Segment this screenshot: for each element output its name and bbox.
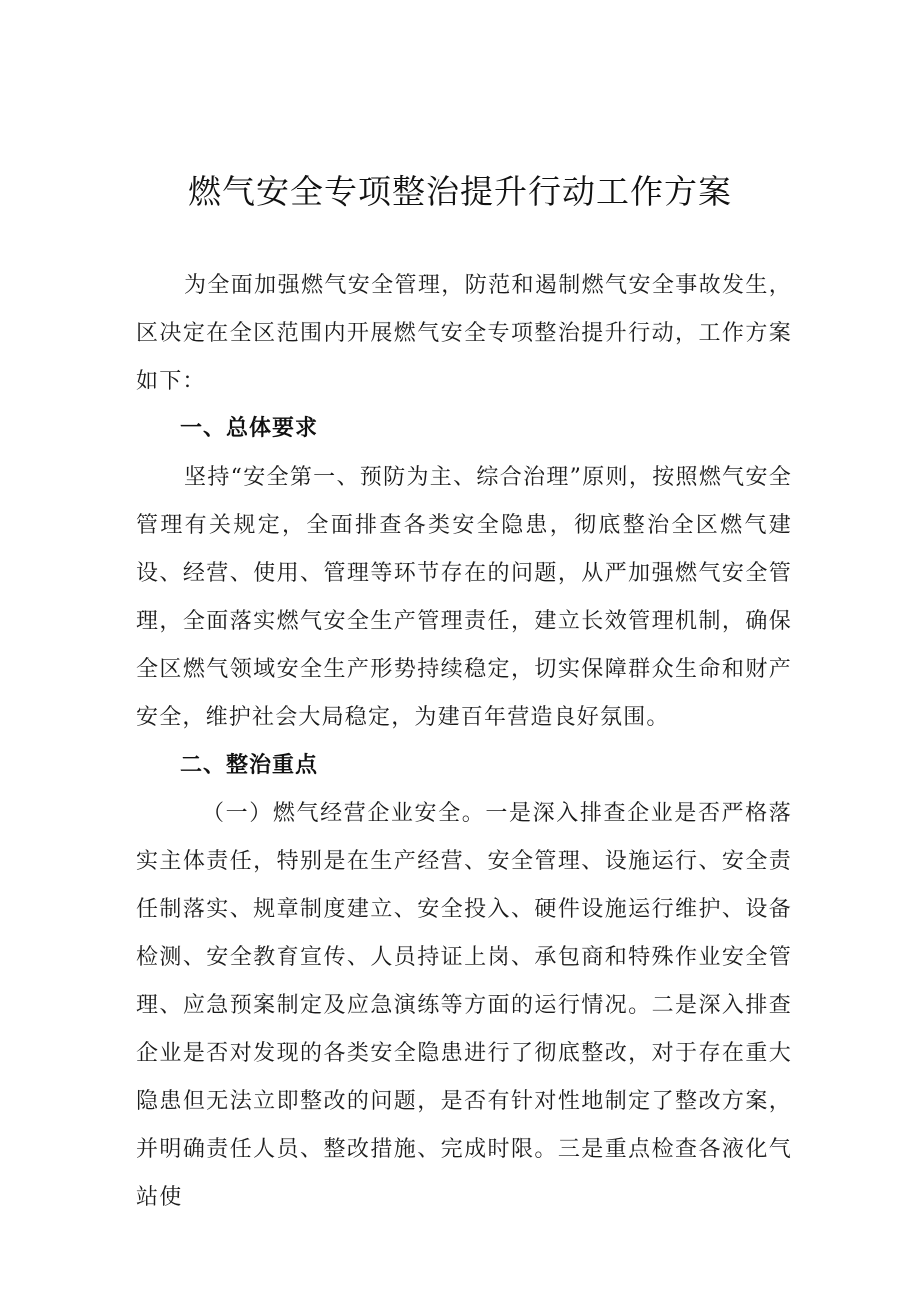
section-body-general-requirements: 坚持“安全第一、预防为主、综合治理”原则，按照燃气安全管理有关规定，全面排查各类安全隐患，彻底整治全区燃气建设、经营、使用、管理等环节存在的问题，从严加强燃气安全管理，全面落实燃气安全生产管理责任，建立长效管理机制，确保全区燃气领域安全生产形势持续稳定，切实保障群众生命和财产安全，维护社会大局稳定，为建百年营造良好氛围。 — [136, 465, 792, 730]
section-heading-key-rectification: 二、整治重点 — [180, 753, 319, 778]
section-body-key-rectification: （一）燃气经营企业安全。一是深入排查企业是否严格落实主体责任，特别是在生产经营、安全管理、设施运行、安全责任制落实、规章制度建立、安全投入、硬件设施运行维护、设备检测、安全教育宣传、人员持证上岗、承包商和特殊作业安全管理、应急预案制定及应急演练等方面的运行情况。二是深入排查企业是否对发现的各类安全隐患进行了彻底整改，对于存在重大隐患但无法立即整改的问题，是否有针对性地制定了整改方案，并明确责任人员、整改措施、完成时限。三是重点检查各液化气站使 — [136, 801, 792, 1210]
intro-paragraph: 为全面加强燃气安全管理，防范和遏制燃气安全事故发生，区决定在全区范围内开展燃气安全专项整治提升行动，工作方案如下： — [136, 273, 792, 394]
section-heading-general-requirements: 一、总体要求 — [180, 416, 319, 441]
document-title: 燃气安全专项整治提升行动工作方案 — [188, 172, 732, 211]
